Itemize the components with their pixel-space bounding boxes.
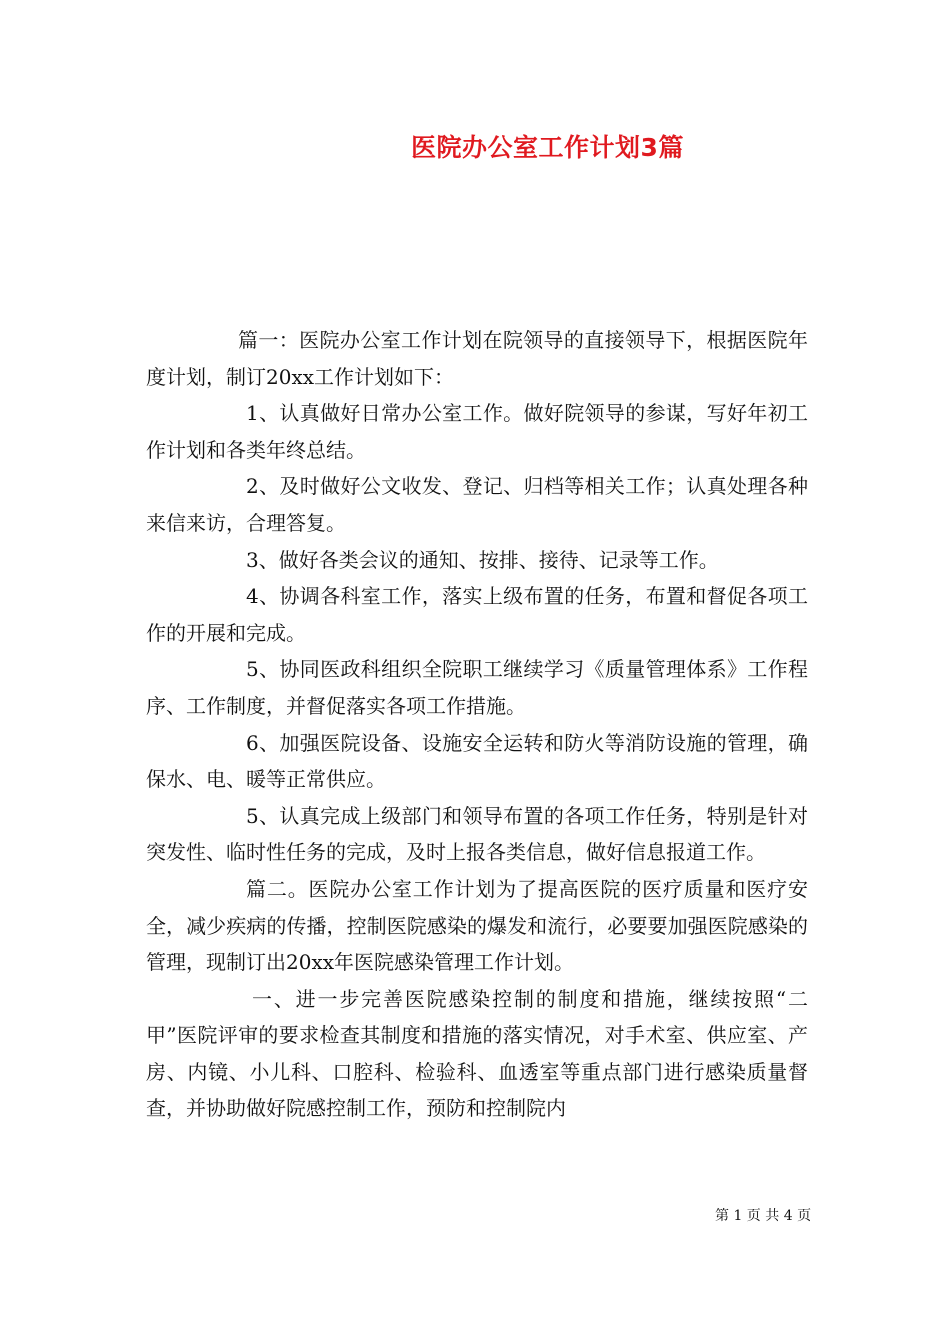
paragraph-item-3: 3、做好各类会议的通知、按排、接待、记录等工作。 [246, 547, 719, 572]
paragraph-item-4: 4、协调各科室工作，落实上级布置的任务，布置和督促各项工作的开展和完成。 [146, 584, 808, 645]
paragraph-item-1: 1、认真做好日常办公室工作。做好院领导的参谋，写好年初工作计划和各类年终总结。 [146, 401, 808, 462]
document-body [146, 322, 808, 1127]
paragraph-section-1: 一、进一步完善医院感染控制的制度和措施，继续按照“二甲”医院评审的要求检查其制度和措施的落实情况，对手术室、供应室、产房、内镜、小儿科、口腔科、检验科、血透室等重点部门进行感染质量督查，并协助做好院感控制工作，预防和控制院内 [146, 986, 808, 1121]
paragraph-item-5: 5、协同医政科组织全院职工继续学习《质量管理体系》工作程序、工作制度，并督促落实各项工作措施。 [146, 657, 808, 718]
paragraph-item-2: 2、及时做好公文收发、登记、归档等相关工作；认真处理各种来信来访，合理答复。 [146, 474, 808, 535]
paragraph-intro-1: 篇一：医院办公室工作计划在院领导的直接领导下，根据医院年度计划，制订20xx工作计划如下： [146, 328, 808, 389]
paragraph-intro-2: 篇二。医院办公室工作计划为了提高医院的医疗质量和医疗安全，减少疾病的传播，控制医院感染的爆发和流行，必要要加强医院感染的管理，现制订出20xx年医院感染管理工作计划。 [146, 876, 808, 975]
page-footer: 第 1 页 共 4 页 [715, 1208, 812, 1224]
page-title: 医院办公室工作计划3篇 [411, 133, 684, 162]
paragraph-item-6: 6、加强医院设备、设施安全运转和防火等消防设施的管理，确保水、电、暖等正常供应。 [146, 730, 808, 792]
paragraph-item-7: 5、认真完成上级部门和领导布置的各项工作任务，特别是针对突发性、临时性任务的完成，及时上报各类信息，做好信息报道工作。 [146, 803, 808, 865]
